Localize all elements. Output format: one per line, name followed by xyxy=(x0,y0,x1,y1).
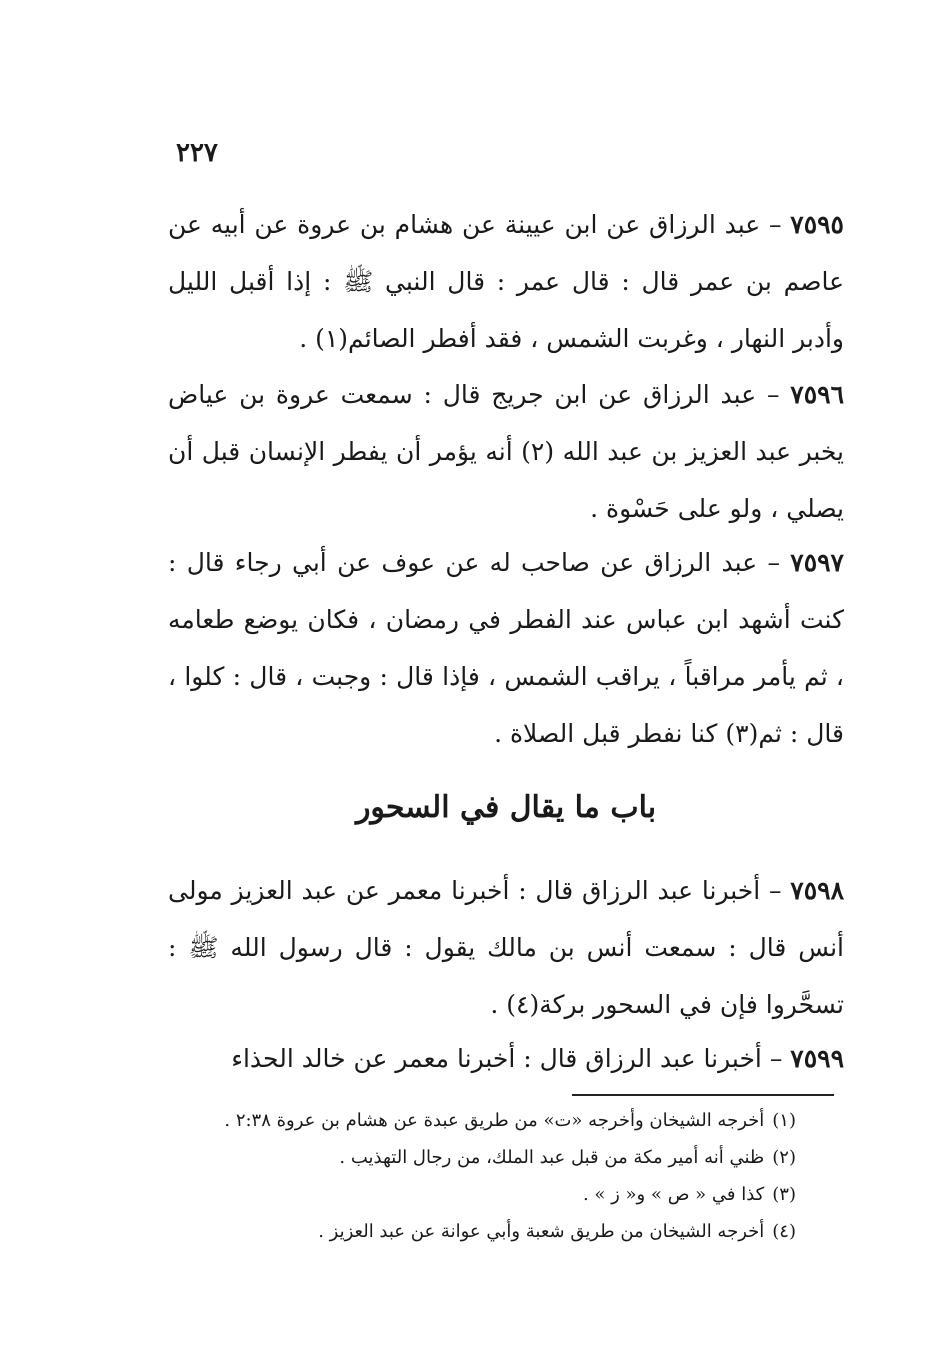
page-number: ٢٢٧ xyxy=(176,138,218,168)
hadith-number: ٧٥٩٧ xyxy=(790,548,844,577)
footnote xyxy=(168,1176,818,1213)
hadith-text: عبد الرزاق عن ابن جريج قال : سمعت عروة بن عياض يخبر عبد العزيز بن عبد الله (٢) أنه يؤمر أن يفطر الإنسان قبل أن يصلي ، ولو على حَسْوة . xyxy=(168,380,845,523)
hadith-7597: ٧٥٩٧ – عبد الرزاق عن صاحب له عن عوف عن أبي رجاء قال : كنت أشهد ابن عباس عند الفطر في رمضان ، فكان يوضع طعامه ، ثم يأمر مراقباً ، يراقب الشمس ، فإذا قال : وجبت ، قال : كلوا ، قال : ثم(٣) كنا نفطر قبل الصلاة . xyxy=(168,548,844,748)
hadith-number: ٧٥٩٥ xyxy=(790,210,844,239)
hadith-7598: ٧٥٩٨ – أخبرنا عبد الرزاق قال : أخبرنا معمر عن عبد العزيز مولى أنس قال : سمعت أنس بن مالك يقول : قال رسول الله ﷺ : تسحَّروا فإن في السحور بركة(٤) . xyxy=(168,876,845,1019)
footnote-mark: (١) xyxy=(772,1110,796,1131)
footnote-text: أخرجه الشيخان من طريق شعبة وأبي عوانة عن عبد العزيز . xyxy=(318,1221,765,1242)
hadith-text: عبد الرزاق عن ابن عيينة عن هشام بن عروة عن أبيه عن عاصم بن عمر قال : قال عمر : قال النبي ﷺ : إذا أقبل الليل وأدبر النهار ، وغربت الشمس ، فقد أفطر الصائم(١) . xyxy=(168,210,844,353)
footnote xyxy=(168,1139,818,1176)
hadith-7595: ٧٥٩٥ – عبد الرزاق عن ابن عيينة عن هشام بن عروة عن أبيه عن عاصم بن عمر قال : قال عمر : قال النبي ﷺ : إذا أقبل الليل وأدبر النهار ، وغربت الشمس ، فقد أفطر الصائم(١) . xyxy=(168,210,844,353)
footnote-mark: (٢) xyxy=(772,1147,796,1168)
hadith-7599: ٧٥٩٩ – أخبرنا عبد الرزاق قال : أخبرنا معمر عن خالد الحذاء xyxy=(231,1044,844,1073)
hadith-number: ٧٥٩٦ xyxy=(790,380,844,409)
footnote-text: أخرجه الشيخان وأخرجه «ت» من طريق عبدة عن هشام بن عروة ٢:٣٨ . xyxy=(224,1110,765,1131)
footnotes xyxy=(168,1102,818,1250)
footnote-text: كذا في « ص » و« ز » . xyxy=(582,1184,765,1205)
hadith-number: ٧٥٩٨ xyxy=(790,876,845,905)
footnote-text: ظني أنه أمير مكة من قبل عبد الملك، من رجال التهذيب . xyxy=(339,1147,765,1168)
hadith-text: عبد الرزاق عن صاحب له عن عوف عن أبي رجاء قال : كنت أشهد ابن عباس عند الفطر في رمضان ، فكان يوضع طعامه ، ثم يأمر مراقباً ، يراقب الشمس ، فإذا قال : وجبت ، قال : كلوا ، قال : ثم(٣) كنا نفطر قبل الصلاة . xyxy=(168,548,844,748)
footnote-mark: (٤) xyxy=(772,1221,796,1242)
hadith-7596: ٧٥٩٦ – عبد الرزاق عن ابن جريج قال : سمعت عروة بن عياض يخبر عبد العزيز بن عبد الله (٢) أنه يؤمر أن يفطر الإنسان قبل أن يصلي ، ولو على حَسْوة . xyxy=(168,380,845,523)
footnote xyxy=(168,1102,818,1139)
footnote-divider xyxy=(572,1094,834,1096)
footnote xyxy=(168,1213,818,1250)
footnote-mark: (٣) xyxy=(772,1184,796,1205)
section-heading: باب ما يقال في السحور xyxy=(355,790,657,825)
hadith-text: أخبرنا عبد الرزاق قال : أخبرنا معمر عن خالد الحذاء xyxy=(231,1044,762,1073)
hadith-text: أخبرنا عبد الرزاق قال : أخبرنا معمر عن عبد العزيز مولى أنس قال : سمعت أنس بن مالك يقول : قال رسول الله ﷺ : تسحَّروا فإن في السحور بركة(٤) . xyxy=(168,876,844,1019)
hadith-number: ٧٥٩٩ xyxy=(790,1044,844,1073)
